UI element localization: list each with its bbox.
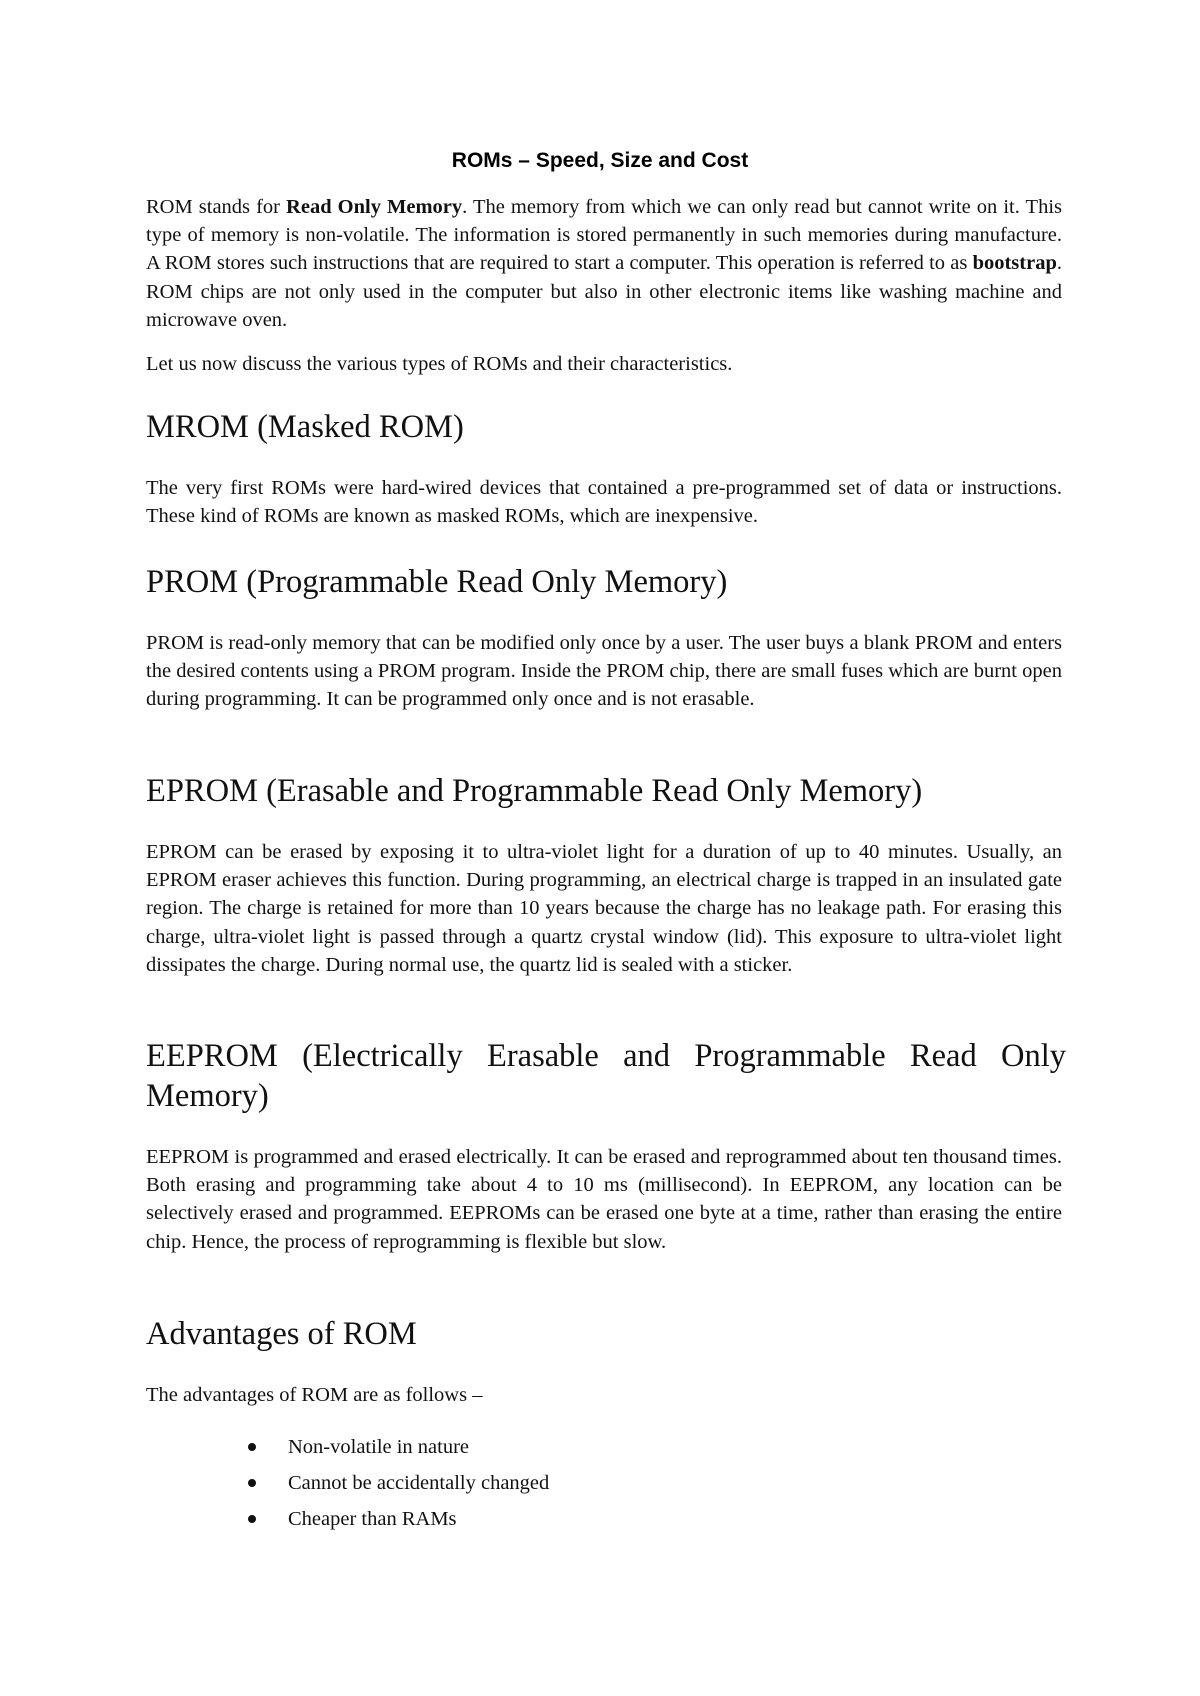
section-heading-prom: PROM (Programmable Read Only Memory) <box>146 564 728 600</box>
list-item-text: Cannot be accidentally changed <box>288 1472 550 1494</box>
bullet-icon <box>248 1515 256 1523</box>
list-item-text: Non-volatile in nature <box>288 1436 470 1458</box>
bullet-icon <box>248 1479 256 1487</box>
intro-text-2: . The memory from which we can only read but cannot write on it. This type of memory is non-volatile. The information is stored permanently in such memories during manufacture. A ROM stores such instructions that are required to start a computer. This operation is referred to as <box>146 196 1062 275</box>
section-heading-mrom: MROM (Masked ROM) <box>146 409 464 445</box>
bullet-icon <box>248 1443 256 1451</box>
document-title: ROMs – Speed, Size and Cost <box>451 149 749 172</box>
intro-paragraph <box>146 193 1062 334</box>
section-body-mrom: The very first ROMs were hard-wired devices that contained a pre-programmed set of data or instructions. These kind of ROMs are known as masked ROMs, which are inexpensive. <box>146 477 1062 528</box>
intro-text-3: . ROM chips are not only used in the computer but also in other electronic items like washing machine and microwave oven. <box>146 252 1062 331</box>
list-item <box>0 1432 1200 1462</box>
section-heading-eeprom: EEPROM (Electrically Erasable and Programmable Read Only Memory) <box>146 1038 1066 1114</box>
section-body-advantages: The advantages of ROM are as follows – <box>146 1384 483 1406</box>
list-item <box>0 1468 1200 1498</box>
section-body-eprom: EPROM can be erased by exposing it to ultra-violet light for a duration of up to 40 minutes. Usually, an EPROM eraser achieves this function. During programming, an electrical charge is trapped in an insulated gate region. The charge is retained for more than 10 years because the charge has no leakage path. For erasing this charge, ultra-violet light is passed through a quartz crystal window (lid). This exposure to ultra-violet light dissipates the charge. During normal use, the quartz lid is sealed with a sticker. <box>146 841 1062 976</box>
intro-bold-term-bootstrap: bootstrap <box>972 252 1057 275</box>
section-heading-advantages: Advantages of ROM <box>146 1316 417 1352</box>
intro-bold-term-read-only-memory: Read Only Memory <box>286 196 463 218</box>
list-item-text: Cheaper than RAMs <box>288 1508 457 1530</box>
section-body-prom: PROM is read-only memory that can be modified only once by a user. The user buys a blank PROM and enters the desired contents using a PROM program. Inside the PROM chip, there are small fuses which are burnt open during programming. It can be programmed only once and is not erasable. <box>146 632 1062 711</box>
section-heading-eprom: EPROM (Erasable and Programmable Read Only Memory) <box>146 773 923 809</box>
lead-in-paragraph: Let us now discuss the various types of ROMs and their characteristics. <box>146 353 733 375</box>
list-item <box>0 1504 1200 1534</box>
intro-text-1: ROM stands for <box>146 196 287 218</box>
section-body-eeprom: EEPROM is programmed and erased electrically. It can be erased and reprogrammed about ten thousand times. Both erasing and programming take about 4 to 10 ms (millisecond). In EEPROM, any location can be selectively erased and programmed. EEPROMs can be erased one byte at a time, rather than erasing the entire chip. Hence, the process of reprogramming is flexible but slow. <box>146 1146 1062 1253</box>
